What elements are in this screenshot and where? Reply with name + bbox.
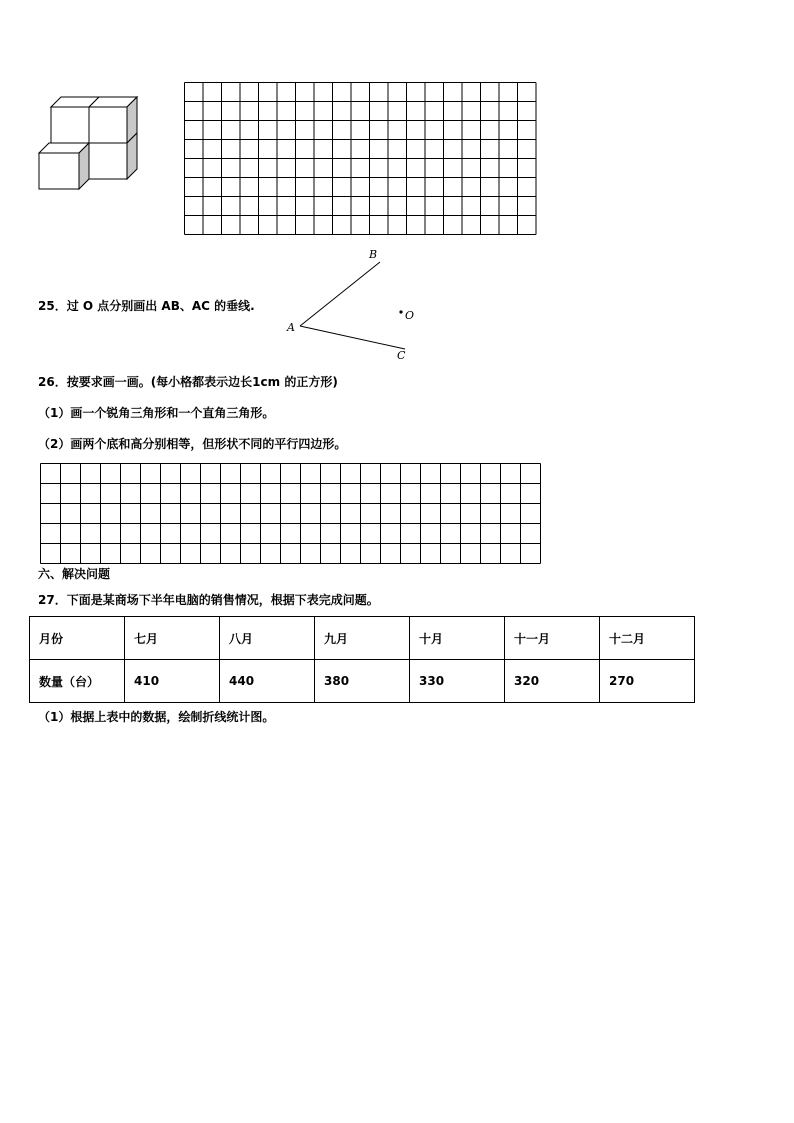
value-cell: 330 xyxy=(410,660,505,703)
drawing-grid-middle xyxy=(40,463,542,565)
header-cell: 月份 xyxy=(30,617,125,660)
point-o xyxy=(399,310,402,313)
question-25-text: 25．过 O 点分别画出 AB、AC 的垂线. xyxy=(38,299,255,313)
section-6-title: 六、解决问题 xyxy=(38,567,111,581)
question-27-part1: （1）根据上表中的数据，绘制折线统计图。 xyxy=(38,710,275,724)
cube-stack-figure xyxy=(36,93,142,193)
label-a: A xyxy=(287,321,295,334)
question-27-title: 27．下面是某商场下半年电脑的销售情况，根据下表完成问题。 xyxy=(38,593,379,607)
value-cell: 380 xyxy=(315,660,410,703)
header-cell: 八月 xyxy=(220,617,315,660)
question-26-title: 26．按要求画一画。(每小格都表示边长1cm 的正方形) xyxy=(38,375,338,389)
question-26-part1: （1）画一个锐角三角形和一个直角三角形。 xyxy=(38,406,275,420)
value-cell: 270 xyxy=(600,660,695,703)
label-o: O xyxy=(405,309,415,322)
row-label-cell: 数量（台） xyxy=(30,660,125,703)
sales-table xyxy=(29,616,695,703)
value-cell: 320 xyxy=(505,660,600,703)
q25-angle-figure xyxy=(283,246,423,364)
ray-ab xyxy=(300,262,380,326)
header-cell: 十一月 xyxy=(505,617,600,660)
table-row xyxy=(30,660,695,703)
table-header-row xyxy=(30,617,695,660)
header-cell: 十月 xyxy=(410,617,505,660)
label-b: B xyxy=(369,248,378,261)
header-cell: 十二月 xyxy=(600,617,695,660)
question-26-part2: （2）画两个底和高分别相等，但形状不同的平行四边形。 xyxy=(38,437,347,451)
ray-ac xyxy=(300,326,405,349)
value-cell: 440 xyxy=(220,660,315,703)
header-cell: 九月 xyxy=(315,617,410,660)
value-cell: 410 xyxy=(125,660,220,703)
label-c: C xyxy=(397,349,406,362)
header-cell: 七月 xyxy=(125,617,220,660)
drawing-grid-top xyxy=(184,82,537,236)
